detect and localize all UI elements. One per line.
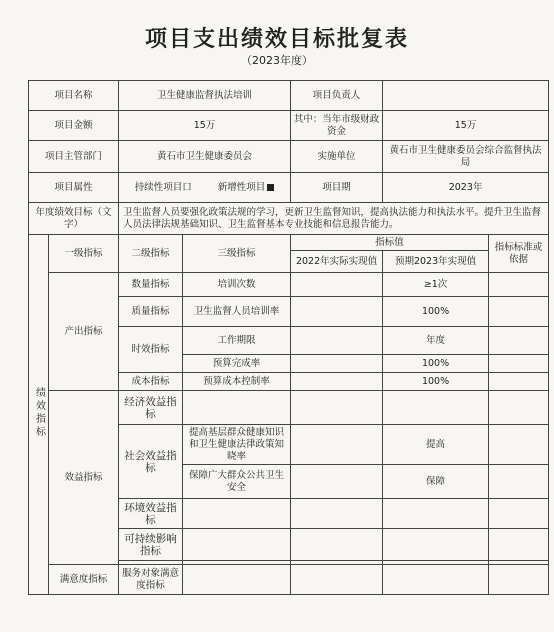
header-2022: 2022年实际实现值 (291, 251, 383, 273)
checkbox-checked-icon (267, 184, 274, 191)
section-performance-indicators: 绩效指标 (29, 235, 49, 595)
quantity-item: 培训次数 (183, 273, 291, 297)
row-department (29, 141, 549, 173)
sustain-basis (489, 529, 549, 561)
row-goal (29, 203, 549, 235)
env-value (383, 499, 489, 529)
unit-value: 黄石市卫生健康委员会综合监督执法局 (383, 141, 549, 173)
cost-basis (489, 373, 549, 391)
quality-value: 100% (383, 297, 489, 327)
social-2022-2 (291, 465, 383, 499)
time-item-1: 工作期限 (183, 327, 291, 355)
social-basis-2 (489, 465, 549, 499)
social-item-2: 保障广大群众公共卫生安全 (183, 465, 291, 499)
cost-2022 (291, 373, 383, 391)
quantity-2022 (291, 273, 383, 297)
economic-2022 (291, 391, 383, 425)
header-value: 指标值 (291, 235, 489, 251)
output-label: 产出指标 (49, 273, 119, 391)
economic-label: 经济效益指标 (119, 391, 183, 425)
header-level1: 一级指标 (49, 235, 119, 273)
quality-2022 (291, 297, 383, 327)
economic-item (183, 391, 291, 425)
quantity-basis (489, 273, 549, 297)
amount-value: 15万 (119, 111, 291, 141)
time-value-2: 100% (383, 355, 489, 373)
goal-label: 年度绩效目标（文字） (29, 203, 119, 235)
economic-value (383, 391, 489, 425)
quality-basis (489, 297, 549, 327)
time-basis-2 (489, 355, 549, 373)
social-value-1: 提高 (383, 425, 489, 465)
time-2022-1 (291, 327, 383, 355)
env-item (183, 499, 291, 529)
satisfaction-label: 满意度指标 (49, 565, 119, 595)
header-2023: 预期2023年实现值 (383, 251, 489, 273)
economic-basis (489, 391, 549, 425)
cost-label: 成本指标 (119, 373, 183, 391)
row-quantity (29, 273, 549, 297)
env-basis (489, 499, 549, 529)
time-item-2: 预算完成率 (183, 355, 291, 373)
sustain-2022 (291, 529, 383, 561)
amount-label: 项目金额 (29, 111, 119, 141)
city-fund-label: 其中：当年市级财政资金 (291, 111, 383, 141)
social-basis-1 (489, 425, 549, 465)
page-subtitle: （2023年度） (241, 54, 313, 67)
quality-item: 卫生监督人员培训率 (183, 297, 291, 327)
social-value-2: 保障 (383, 465, 489, 499)
sustain-label: 可持续影响指标 (119, 529, 183, 561)
env-2022 (291, 499, 383, 529)
satisfaction-item: 服务对象满意度指标 (119, 565, 183, 595)
row-amount (29, 111, 549, 141)
satisfaction-value (383, 565, 489, 595)
quantity-label: 数量指标 (119, 273, 183, 297)
attr-continuing: 持续性项目口 (134, 181, 192, 193)
header-level2: 二级指标 (119, 235, 183, 273)
social-item-1: 提高基层群众健康知识和卫生健康法律政策知晓率 (183, 425, 291, 465)
env-label: 环境效益指标 (119, 499, 183, 529)
attr-label: 项目属性 (29, 173, 119, 203)
row-attribute (29, 173, 549, 203)
row-satisfaction (29, 565, 549, 595)
project-lead-label: 项目负责人 (291, 81, 383, 111)
header-basis: 指标标准或依据 (489, 235, 549, 273)
attr-value (119, 173, 291, 203)
project-name-value: 卫生健康监督执法培训 (119, 81, 291, 111)
header-level3: 三级指标 (183, 235, 291, 273)
city-fund-value: 15万 (383, 111, 549, 141)
social-2022-1 (291, 425, 383, 465)
period-value: 2023年 (383, 173, 549, 203)
cost-value: 100% (383, 373, 489, 391)
sustain-value (383, 529, 489, 561)
project-name-label: 项目名称 (29, 81, 119, 111)
goal-text: 卫生监督人员要强化政策法规的学习，更新卫生监督知识，提高执法能力和执法水平。提升卫生监督人员法律法规基础知识、卫生监督基本专业技能和信息报告能力。 (119, 203, 549, 235)
satisfaction-basis (489, 565, 549, 595)
dept-value: 黄石市卫生健康委员会 (119, 141, 291, 173)
time-basis-1 (489, 327, 549, 355)
time-value-1: 年度 (383, 327, 489, 355)
cost-item: 预算成本控制率 (183, 373, 291, 391)
unit-label: 实施单位 (291, 141, 383, 173)
benefit-label: 效益指标 (49, 391, 119, 565)
page-title: 项目支出绩效目标批复表 (144, 26, 409, 52)
period-label: 项目期 (291, 173, 383, 203)
project-lead-value (383, 81, 549, 111)
dept-label: 项目主管部门 (29, 141, 119, 173)
row-project-name (29, 81, 549, 111)
quantity-value: ≥1次 (383, 273, 489, 297)
quality-label: 质量指标 (119, 297, 183, 327)
satisfaction-2022 (291, 565, 383, 595)
row-economic (29, 391, 549, 425)
satisfaction-sub (183, 565, 291, 595)
attr-new: 新增性项目 (217, 181, 266, 193)
time-label: 时效指标 (119, 327, 183, 373)
time-2022-2 (291, 355, 383, 373)
sustain-item (183, 529, 291, 561)
social-label: 社会效益指标 (119, 425, 183, 499)
performance-table (28, 80, 549, 595)
row-indicator-header (29, 235, 549, 251)
